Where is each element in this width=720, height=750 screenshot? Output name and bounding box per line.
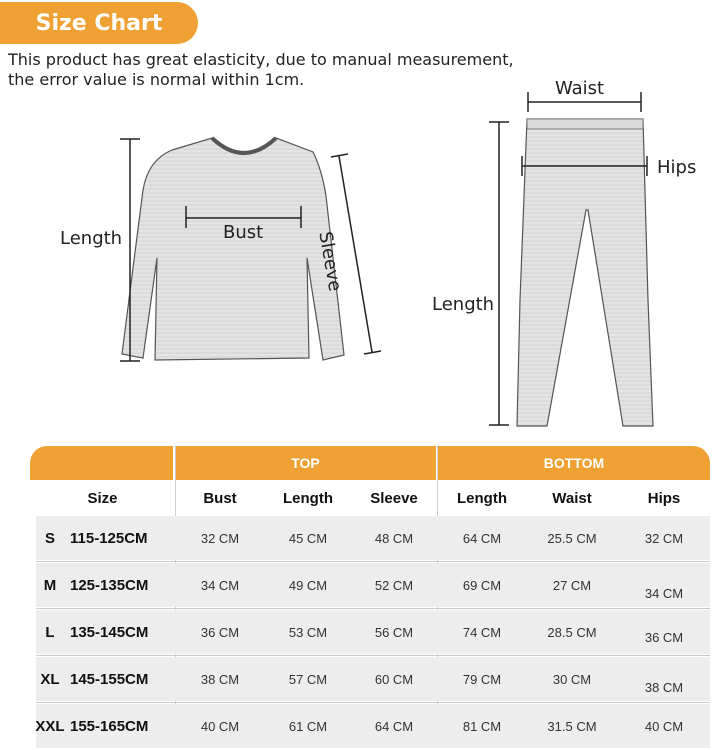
bottom-length-value: 79 CM <box>462 671 502 687</box>
header-bust: Bust <box>203 489 237 507</box>
size-range: 145-155CM <box>70 670 149 688</box>
hips-value: 40 CM <box>644 718 684 734</box>
size-table <box>30 446 710 746</box>
size-range: 115-125CM <box>70 529 148 547</box>
bottom-length-value: 81 CM <box>462 718 502 734</box>
note-line-1: This product has great elasticity, due to manual measurement, <box>8 50 514 69</box>
waist-value: 31.5 CM <box>547 718 597 734</box>
size-cell <box>30 610 168 654</box>
bottom-length-value: 69 CM <box>462 577 502 593</box>
header-hips: Hips <box>647 489 681 507</box>
header-waist: Waist <box>552 489 592 507</box>
waist-label: Waist <box>555 78 605 99</box>
bust-value: 34 CM <box>200 577 240 593</box>
hips-value: 38 CM <box>644 680 684 695</box>
hips-value: 34 CM <box>644 586 684 601</box>
size-code: XL <box>40 670 60 688</box>
bust-value: 40 CM <box>200 718 240 734</box>
size-cell <box>30 563 168 607</box>
size-range: 135-145CM <box>70 623 149 641</box>
top-length-value: 61 CM <box>288 718 328 734</box>
top-length-label: Length <box>60 228 123 249</box>
header-bottom-length: Length <box>457 489 507 507</box>
bust-value: 32 CM <box>200 530 240 546</box>
header-sleeve: Sleeve <box>370 489 418 507</box>
waist-value: 25.5 CM <box>547 530 597 546</box>
bust-label: Bust <box>223 222 264 243</box>
size-range: 155-165CM <box>70 717 149 735</box>
waist-value: 30 CM <box>552 671 592 687</box>
size-code: L <box>45 623 55 641</box>
hips-label: Hips <box>657 157 697 178</box>
top-length-value: 49 CM <box>288 577 328 593</box>
pants-shape <box>517 119 653 426</box>
sleeve-value: 64 CM <box>374 718 414 734</box>
hips-value: 36 CM <box>644 630 684 645</box>
sleeve-value: 52 CM <box>374 577 414 593</box>
sleeve-value: 60 CM <box>374 671 414 687</box>
bottom-length-value: 64 CM <box>462 530 502 546</box>
sleeve-value: 56 CM <box>374 624 414 640</box>
size-code: XXL <box>35 717 65 735</box>
note-line-2: the error value is normal within 1cm. <box>8 70 305 89</box>
sleeve-label: Sleeve <box>314 230 346 294</box>
size-code: M <box>43 576 57 594</box>
top-length-value: 53 CM <box>288 624 328 640</box>
group-top-label: TOP <box>291 455 320 471</box>
bust-value: 38 CM <box>200 671 240 687</box>
size-cell <box>30 704 168 748</box>
size-cell <box>30 516 168 560</box>
waist-value: 28.5 CM <box>547 624 597 640</box>
header-top-length: Length <box>283 489 333 507</box>
bottom-length-label: Length <box>432 294 495 315</box>
header-size: Size <box>87 489 118 507</box>
size-range: 125-135CM <box>70 576 149 594</box>
size-chart-badge: Size Chart <box>0 2 198 44</box>
size-cell <box>30 657 168 701</box>
sleeve-value: 48 CM <box>374 530 414 546</box>
bottom-length-value: 74 CM <box>462 624 502 640</box>
waist-value: 27 CM <box>552 577 592 593</box>
hips-value: 32 CM <box>644 530 684 546</box>
group-bottom-label: BOTTOM <box>543 455 605 471</box>
top-length-value: 45 CM <box>288 530 328 546</box>
size-code: S <box>44 529 55 547</box>
top-length-value: 57 CM <box>288 671 328 687</box>
shirt-shape <box>122 138 344 360</box>
bust-value: 36 CM <box>200 624 240 640</box>
